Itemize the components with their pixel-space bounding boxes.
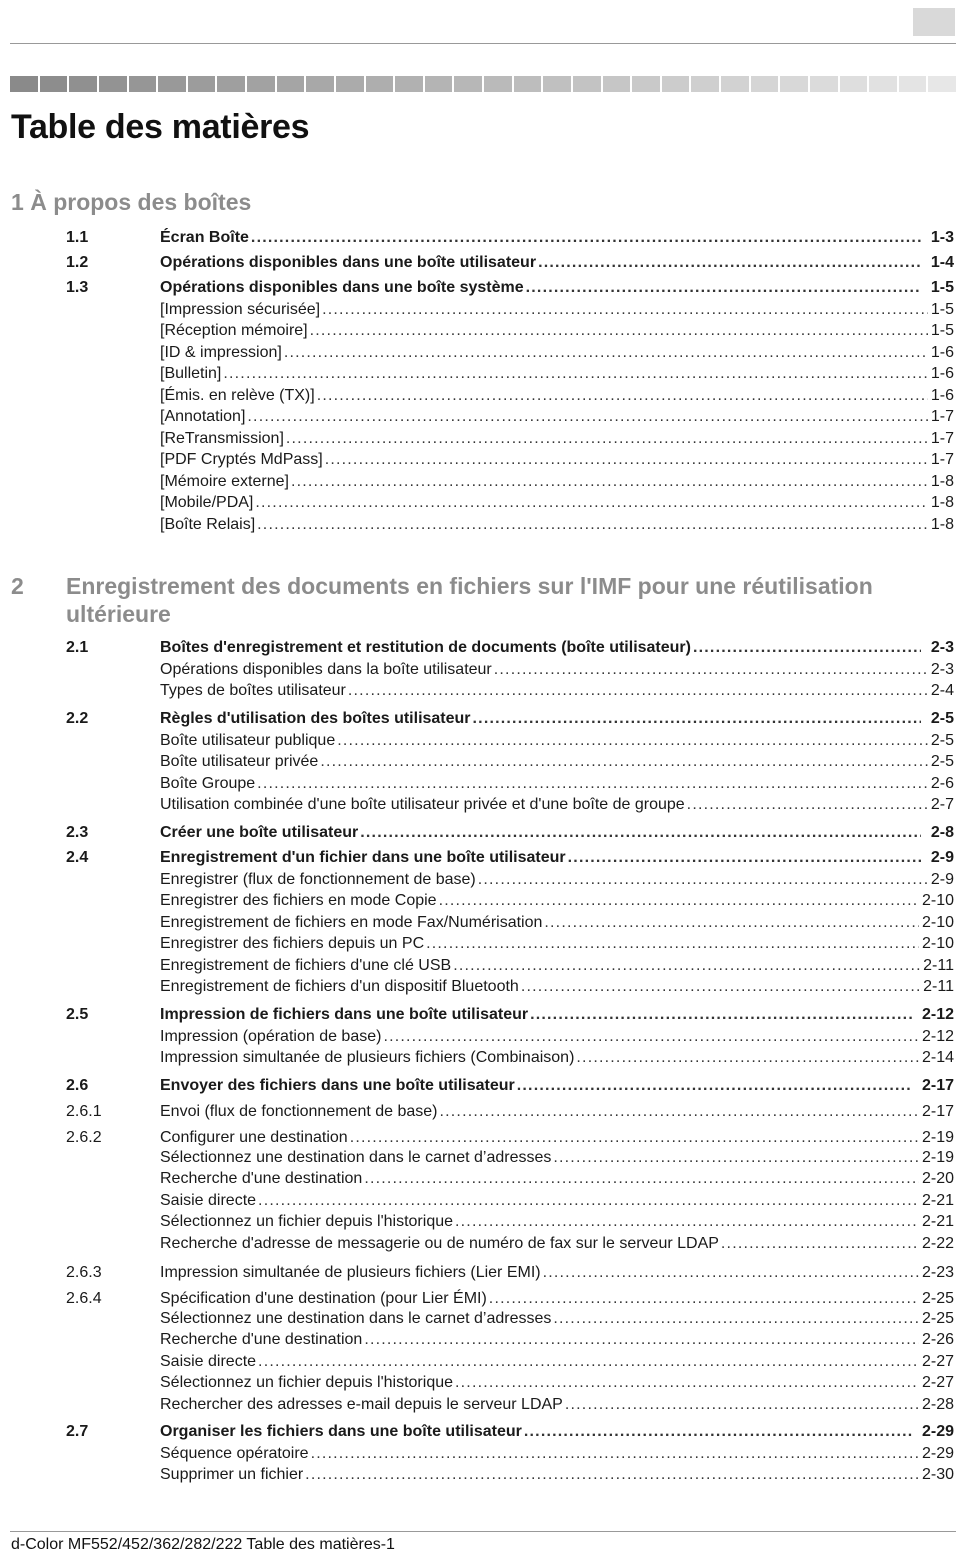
dot-leader (305, 1465, 919, 1485)
toc-entry-page: 2-9 (930, 871, 954, 888)
toc-entry-page: 2-20 (921, 1170, 954, 1187)
toc-entry-title: Envoyer des fichiers dans une boîte utilisateur (160, 1077, 515, 1094)
toc-entry-title: Supprimer un fichier (160, 1466, 304, 1483)
toc-entry[interactable] (0, 1169, 966, 1189)
dot-leader (489, 1289, 919, 1309)
toc-entry[interactable] (0, 1027, 966, 1047)
toc-entry-page: 1-7 (930, 451, 954, 468)
band-segment (928, 76, 956, 92)
dot-leader (360, 823, 921, 843)
toc-entry-title: [PDF Cryptés MdPass] (160, 451, 323, 468)
chapter-number: 2 (11, 573, 24, 599)
page-title: Table des matières (11, 108, 310, 146)
toc-entry-title: Types de boîtes utilisateur (160, 682, 346, 699)
dot-leader (255, 493, 928, 513)
toc-entry-number: 2.5 (66, 1006, 89, 1023)
dot-leader (565, 1395, 919, 1415)
toc-entry-page: 2-23 (921, 1264, 954, 1281)
toc-entry-page: 1-5 (930, 301, 954, 318)
toc-entry-title: [Réception mémoire] (160, 322, 308, 339)
toc-entry[interactable] (0, 977, 966, 997)
toc-entry[interactable] (0, 1444, 966, 1464)
dot-leader (310, 321, 928, 341)
toc-entry-page: 1-8 (930, 516, 954, 533)
band-segment (395, 76, 423, 92)
band-segment (603, 76, 631, 92)
chapter-1-heading (11, 188, 251, 216)
toc-entry[interactable] (0, 386, 966, 406)
toc-entry-page: 2-25 (921, 1290, 954, 1307)
dot-leader (440, 1102, 919, 1122)
dot-leader (257, 774, 928, 794)
toc-entry[interactable] (0, 1465, 966, 1485)
toc-entry-page: 1-6 (930, 365, 954, 382)
band-segment (543, 76, 571, 92)
band-segment (514, 76, 542, 92)
toc-entry-page: 2-17 (921, 1103, 954, 1120)
chapter-number: 1 (11, 189, 24, 215)
toc-entry-page: 2-9 (930, 849, 954, 866)
toc-entry[interactable] (0, 429, 966, 449)
band-segment (69, 76, 97, 92)
dot-leader (568, 848, 921, 868)
band-segment (691, 76, 719, 92)
toc-entry-page: 2-14 (921, 1049, 954, 1066)
toc-entry[interactable] (0, 1212, 966, 1232)
dot-leader (364, 1169, 919, 1189)
chapter-2-heading (11, 572, 951, 628)
toc-entry[interactable] (0, 934, 966, 954)
toc-entry-page: 1-4 (930, 254, 954, 271)
toc-entry[interactable] (0, 1191, 966, 1211)
toc-entry[interactable] (0, 891, 966, 911)
dot-leader (320, 752, 928, 772)
toc-entry-page: 2-12 (921, 1006, 954, 1023)
toc-entry-title: Boîte Groupe (160, 775, 256, 792)
toc-entry-number: 2.2 (66, 710, 89, 727)
dot-leader (258, 1191, 919, 1211)
toc-entry-title: Créer une boîte utilisateur (160, 824, 359, 841)
toc-entry-page: 1-5 (930, 279, 954, 296)
toc-entry[interactable] (0, 1128, 966, 1148)
toc-entry-title: Enregistrer des fichiers en mode Copie (160, 892, 437, 909)
dot-leader (521, 977, 920, 997)
toc-entry[interactable] (0, 1395, 966, 1415)
toc-entry[interactable] (0, 709, 966, 729)
gradient-band (10, 76, 956, 92)
dot-leader (453, 956, 920, 976)
toc-entry[interactable] (0, 1422, 966, 1442)
toc-entry-title: Boîtes d'enregistrement et restitution de documents (boîte utilisateur) (160, 639, 691, 656)
dot-leader (325, 450, 928, 470)
toc-entry[interactable] (0, 407, 966, 427)
toc-entry-title: Opérations disponibles dans une boîte utilisateur (160, 254, 537, 271)
toc-entry-title: Sélectionnez un fichier depuis l'historique (160, 1374, 454, 1391)
toc-entry[interactable] (0, 752, 966, 772)
toc-entry-page: 2-5 (930, 732, 954, 749)
dot-leader (553, 1148, 919, 1168)
toc-entry-number: 2.6 (66, 1077, 89, 1094)
dot-leader (286, 429, 928, 449)
toc-entry-page: 2-3 (930, 639, 954, 656)
toc-entry[interactable] (0, 343, 966, 363)
band-segment (899, 76, 927, 92)
toc-entry[interactable] (0, 731, 966, 751)
toc-entry-title: Impression simultanée de plusieurs fichiers (Lier EMI) (160, 1264, 541, 1281)
toc-entry-page: 2-10 (921, 914, 954, 931)
toc-entry[interactable] (0, 300, 966, 320)
toc-entry[interactable] (0, 253, 966, 273)
dot-leader (257, 515, 928, 535)
toc-entry-title: Sélectionnez une destination dans le carnet d’adresses (160, 1310, 552, 1327)
toc-entry-title: Envoi (flux de fonctionnement de base) (160, 1103, 438, 1120)
toc-entry-page: 2-27 (921, 1353, 954, 1370)
toc-entry-page: 2-4 (930, 682, 954, 699)
toc-entry-title: Boîte utilisateur publique (160, 732, 336, 749)
dot-leader (311, 1444, 919, 1464)
toc-entry[interactable] (0, 321, 966, 341)
toc-entry-title: Impression de fichiers dans une boîte utilisateur (160, 1006, 529, 1023)
toc-entry[interactable] (0, 278, 966, 298)
band-segment (277, 76, 305, 92)
band-segment (869, 76, 897, 92)
toc-entry-page: 1-7 (930, 408, 954, 425)
toc-entry-number: 1.1 (66, 229, 89, 246)
dot-leader (473, 709, 921, 729)
toc-entry[interactable] (0, 450, 966, 470)
toc-entry-page: 2-10 (921, 935, 954, 952)
dot-leader (439, 891, 919, 911)
toc-entry-number: 2.7 (66, 1423, 89, 1440)
toc-entry-title: Séquence opératoire (160, 1445, 309, 1462)
toc-entry-page: 2-17 (921, 1077, 954, 1094)
dot-leader (478, 870, 928, 890)
toc-entry-title: [ID & impression] (160, 344, 282, 361)
chapter-title: Enregistrement des documents en fichiers sur l'IMF pour une réutilisation ultérieure (66, 573, 873, 627)
dot-leader (530, 1005, 912, 1025)
dot-leader (538, 253, 921, 273)
toc-entry-title: [Boîte Relais] (160, 516, 256, 533)
toc-entry[interactable] (0, 848, 966, 868)
toc-entry[interactable] (0, 472, 966, 492)
band-segment (40, 76, 68, 92)
toc-entry-page: 1-7 (930, 430, 954, 447)
toc-entry[interactable] (0, 795, 966, 815)
toc-entry-title: Recherche d'une destination (160, 1331, 363, 1348)
dot-leader (348, 681, 928, 701)
toc-entry[interactable] (0, 774, 966, 794)
dot-leader (455, 1212, 919, 1232)
toc-entry-title: Enregistrement de fichiers en mode Fax/Numérisation (160, 914, 543, 931)
page-footer: d-Color MF552/452/362/282/222 Table des matières-1 (11, 1536, 395, 1553)
dot-leader (337, 731, 928, 751)
band-segment (751, 76, 779, 92)
toc-entry-title: Recherche d'adresse de messagerie ou de numéro de fax sur le serveur LDAP (160, 1235, 719, 1252)
toc-entry-page: 1-5 (930, 322, 954, 339)
band-segment (336, 76, 364, 92)
chapter-title: À propos des boîtes (30, 189, 252, 215)
band-segment (484, 76, 512, 92)
toc-entry-page: 2-29 (921, 1445, 954, 1462)
toc-entry[interactable] (0, 1005, 966, 1025)
dot-leader (291, 472, 928, 492)
toc-entry-page: 2-26 (921, 1331, 954, 1348)
toc-entry-page: 2-19 (921, 1129, 954, 1146)
toc-entry-page: 2-7 (930, 796, 954, 813)
toc-entry[interactable] (0, 1289, 966, 1309)
toc-entry-title: [Mémoire externe] (160, 473, 289, 490)
band-segment (662, 76, 690, 92)
toc-entry-page: 2-19 (921, 1149, 954, 1166)
toc-entry[interactable] (0, 1148, 966, 1168)
dot-leader (247, 407, 927, 427)
dot-leader (350, 1128, 919, 1148)
dot-leader (543, 1263, 919, 1283)
toc-entry-title: Saisie directe (160, 1353, 257, 1370)
dot-leader (576, 1048, 919, 1068)
toc-entry[interactable] (0, 1048, 966, 1068)
toc-entry-title: [Mobile/PDA] (160, 494, 254, 511)
toc-entry[interactable] (0, 1330, 966, 1350)
toc-entry-title: [Bulletin] (160, 365, 222, 382)
toc-entry[interactable] (0, 1076, 966, 1096)
toc-entry[interactable] (0, 515, 966, 535)
toc-entry[interactable] (0, 1234, 966, 1254)
toc-entry[interactable] (0, 660, 966, 680)
toc-entry-page: 2-28 (921, 1396, 954, 1413)
toc-entry-title: Enregistrement d'un fichier dans une boîte utilisateur (160, 849, 566, 866)
header-rule (10, 43, 956, 44)
toc-entry-page: 2-11 (923, 957, 954, 974)
toc-entry-page: 1-8 (930, 473, 954, 490)
toc-entry-page: 2-5 (930, 753, 954, 770)
toc-entry[interactable] (0, 1373, 966, 1393)
toc-entry-page: 2-6 (930, 775, 954, 792)
toc-entry-title: Enregistrement de fichiers d'un dispositif Bluetooth (160, 978, 519, 995)
dot-leader (693, 638, 921, 658)
band-segment (632, 76, 660, 92)
toc-entry-title: Spécification d'une destination (pour Lier ÉMI) (160, 1290, 487, 1307)
toc-entry-title: Règles d'utilisation des boîtes utilisateur (160, 710, 471, 727)
toc-entry-title: [Impression sécurisée] (160, 301, 321, 318)
band-segment (306, 76, 334, 92)
toc-entry-page: 1-3 (930, 229, 954, 246)
band-segment (780, 76, 808, 92)
toc-entry-title: [Annotation] (160, 408, 246, 425)
toc-entry-title: Organiser les fichiers dans une boîte utilisateur (160, 1423, 522, 1440)
toc-entry-title: Utilisation combinée d'une boîte utilisateur privée et d'une boîte de groupe (160, 796, 685, 813)
dot-leader (317, 386, 928, 406)
band-segment (158, 76, 186, 92)
toc-entry[interactable] (0, 870, 966, 890)
toc-entry[interactable] (0, 493, 966, 513)
toc-entry-page: 1-6 (930, 344, 954, 361)
toc-entry-title: Configurer une destination (160, 1129, 348, 1146)
toc-entry-title: Rechercher des adresses e-mail depuis le serveur LDAP (160, 1396, 563, 1413)
toc-entry-page: 2-25 (921, 1310, 954, 1327)
toc-entry[interactable] (0, 823, 966, 843)
toc-entry-title: Opérations disponibles dans une boîte système (160, 279, 524, 296)
toc-entry[interactable] (0, 1263, 966, 1283)
toc-entry-page: 2-27 (921, 1374, 954, 1391)
toc-entry-page: 2-5 (930, 710, 954, 727)
band-segment (129, 76, 157, 92)
band-segment (99, 76, 127, 92)
toc-entry-page: 2-12 (921, 1028, 954, 1045)
dot-leader (494, 660, 928, 680)
toc-entry-page: 2-21 (921, 1213, 954, 1230)
toc-entry-number: 2.6.2 (66, 1129, 102, 1146)
band-segment (721, 76, 749, 92)
toc-entry-page: 2-10 (921, 892, 954, 909)
dot-leader (284, 343, 928, 363)
toc-entry[interactable] (0, 956, 966, 976)
toc-entry-number: 2.4 (66, 849, 89, 866)
toc-entry-number: 1.3 (66, 279, 89, 296)
toc-entry-title: Saisie directe (160, 1192, 257, 1209)
toc-entry[interactable] (0, 638, 966, 658)
dot-leader (721, 1234, 919, 1254)
dot-leader (383, 1027, 919, 1047)
band-segment (366, 76, 394, 92)
toc-entry-page: 2-29 (921, 1423, 954, 1440)
dot-leader (544, 913, 919, 933)
toc-entry-page: 2-8 (930, 824, 954, 841)
toc-entry-title: Impression simultanée de plusieurs fichiers (Combinaison) (160, 1049, 575, 1066)
toc-entry[interactable] (0, 913, 966, 933)
toc-entry-title: Boîte utilisateur privée (160, 753, 319, 770)
band-segment (840, 76, 868, 92)
dot-leader (258, 1352, 919, 1372)
corner-tab-block (913, 8, 955, 36)
dot-leader (687, 795, 928, 815)
dot-leader (455, 1373, 919, 1393)
toc-entry[interactable] (0, 681, 966, 701)
toc-entry-title: Enregistrer (flux de fonctionnement de base) (160, 871, 476, 888)
toc-entry-title: Sélectionnez une destination dans le carnet d’adresses (160, 1149, 552, 1166)
toc-entry-title: Impression (opération de base) (160, 1028, 382, 1045)
dot-leader (553, 1309, 919, 1329)
dot-leader (223, 364, 928, 384)
toc-entry[interactable] (0, 1309, 966, 1329)
toc-entry-page: 2-30 (921, 1466, 954, 1483)
toc-entry[interactable] (0, 364, 966, 384)
toc-entry-page: 2-11 (923, 978, 954, 995)
toc-entry-title: Opérations disponibles dans la boîte utilisateur (160, 661, 492, 678)
toc-entry-page: 2-3 (930, 661, 954, 678)
band-segment (188, 76, 216, 92)
toc-entry-title: Enregistrement de fichiers d'une clé USB (160, 957, 452, 974)
dot-leader (524, 1422, 912, 1442)
toc-entry-title: Recherche d'une destination (160, 1170, 363, 1187)
toc-entry-number: 2.6.1 (66, 1103, 102, 1120)
toc-entry-number: 2.6.3 (66, 1264, 102, 1281)
band-segment (810, 76, 838, 92)
toc-entry-page: 1-6 (930, 387, 954, 404)
toc-entry-number: 2.6.4 (66, 1290, 102, 1307)
toc-entry-title: Sélectionnez un fichier depuis l'historique (160, 1213, 454, 1230)
band-segment (217, 76, 245, 92)
toc-entry-page: 1-8 (930, 494, 954, 511)
band-segment (573, 76, 601, 92)
toc-entry-title: [Émis. en relève (TX)] (160, 387, 315, 404)
dot-leader (322, 300, 928, 320)
toc-entry-title: [ReTransmission] (160, 430, 284, 447)
toc-entry-page: 2-22 (921, 1235, 954, 1252)
band-segment (425, 76, 453, 92)
toc-entry[interactable] (0, 228, 966, 248)
toc-entry-number: 1.2 (66, 254, 89, 271)
dot-leader (364, 1330, 919, 1350)
dot-leader (526, 278, 921, 298)
toc-entry[interactable] (0, 1352, 966, 1372)
toc-entry-title: Enregistrer des fichiers depuis un PC (160, 935, 425, 952)
dot-leader (426, 934, 919, 954)
band-segment (247, 76, 275, 92)
band-segment (10, 76, 38, 92)
toc-entry-title: Écran Boîte (160, 229, 249, 246)
toc-entry-number: 2.1 (66, 639, 89, 656)
toc-entry-number: 2.3 (66, 824, 89, 841)
toc-entry[interactable] (0, 1102, 966, 1122)
dot-leader (517, 1076, 912, 1096)
band-segment (454, 76, 482, 92)
toc-entry-page: 2-21 (921, 1192, 954, 1209)
footer-rule (10, 1531, 956, 1532)
dot-leader (251, 228, 921, 248)
